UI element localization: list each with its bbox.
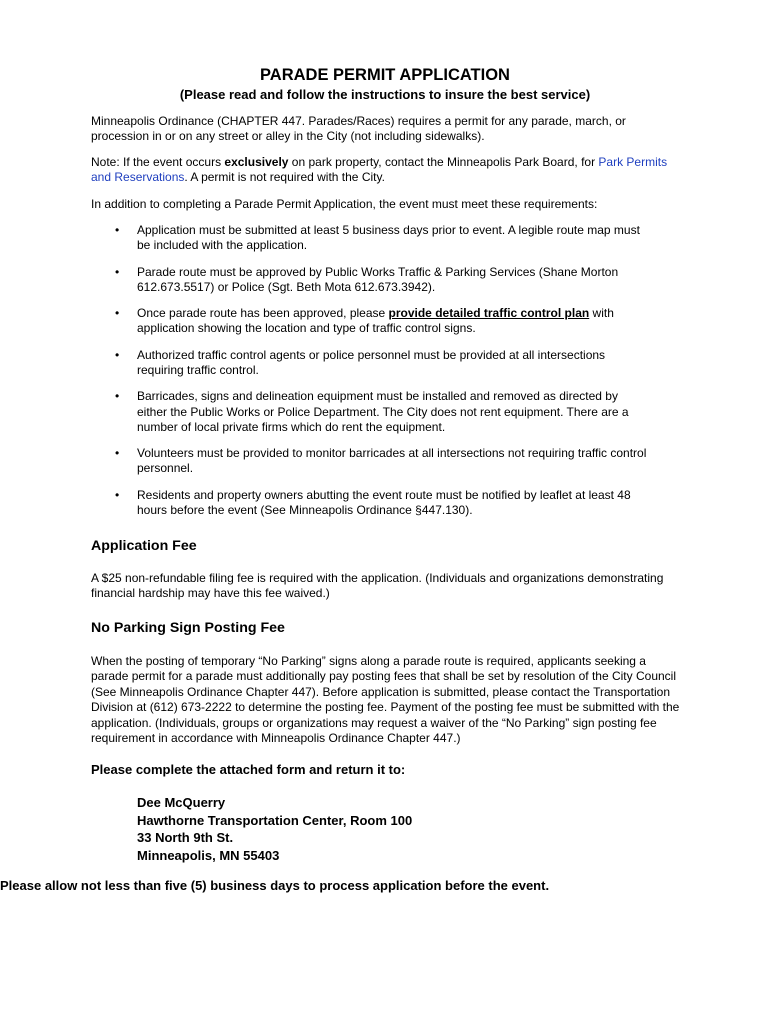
- return-heading: Please complete the attached form and return it to:: [91, 762, 406, 777]
- bullet-icon: •: [115, 347, 120, 362]
- requirement-text: Barricades, signs and delineation equipment must be installed and removed as directed by either the Public Works or Police Department. The City does not rent equipment. There are a number of local private firms which do rent the equipment.: [137, 389, 629, 434]
- note-paragraph: [91, 155, 681, 186]
- requirement-text: Authorized traffic control agents or police personnel must be provided at all intersections requiring traffic control.: [137, 347, 606, 377]
- traffic-plan-suffix: with application showing the location and type of traffic control signs.: [137, 306, 614, 336]
- requirement-text: Application must be submitted at least 5 business days prior to event. A legible route map must be included with the application.: [137, 223, 640, 253]
- list-item: [91, 265, 651, 295]
- bullet-icon: •: [115, 389, 120, 404]
- application-fee-text: A $25 non-refundable filing fee is required with the application. (Individuals and organizations demonstrating financial hardship may have this fee waived.): [91, 571, 664, 601]
- list-item: [91, 446, 651, 476]
- park-permits-link[interactable]: Park Permits and Reservations: [91, 155, 668, 185]
- bullet-icon: •: [115, 223, 120, 237]
- requirements-intro: In addition to completing a Parade Permit Application, the event must meet these requirements:: [91, 197, 598, 211]
- no-parking-heading: No Parking Sign Posting Fee: [91, 620, 285, 636]
- application-fee-heading: Application Fee: [91, 538, 197, 554]
- address-name: Dee McQuerry: [137, 795, 226, 810]
- address-street: 33 North 9th St.: [137, 830, 234, 845]
- list-item: [91, 488, 651, 518]
- final-note: Please allow not less than five (5) business days to process application before the event.: [0, 878, 550, 893]
- requirement-text: Volunteers must be provided to monitor barricades at all intersections not requiring traffic control personnel.: [137, 446, 647, 476]
- note-emphasis: exclusively: [224, 155, 289, 169]
- intro-paragraph: Minneapolis Ordinance (CHAPTER 447. Parades/Races) requires a permit for any parade, march, or procession in or on any street or alley in the City (not including sidewalks).: [91, 114, 626, 144]
- list-item: [91, 389, 651, 435]
- note-suffix: . A permit is not required with the City.: [184, 170, 385, 185]
- list-item: [91, 348, 651, 378]
- no-parking-text: When the posting of temporary “No Parking” signs along a parade route is required, applicants seeking a parade permit for a parade must additionally pay posting fees that shall be set by resolution of the City Council (See Minneapolis Ordinance Chapter 447). Before application is submitted, please contact the Transportation Division at (612) 673-2222 to determine the posting fee. Payment of the posting fee must be submitted with the application. (Individuals, groups or organizations may request a waiver of the “No Parking” sign posting fee requirement in accordance with Minneapolis Ordinance Chapter 447.): [91, 654, 680, 746]
- page-title: PARADE PERMIT APPLICATION: [260, 66, 510, 84]
- bullet-icon: •: [115, 264, 120, 279]
- list-item: [91, 223, 651, 253]
- page-subtitle: (Please read and follow the instructions to insure the best service): [179, 87, 591, 102]
- list-item: [91, 306, 651, 336]
- bullet-icon: •: [115, 487, 120, 502]
- traffic-plan-emphasis: provide detailed traffic control plan: [388, 306, 590, 321]
- requirements-list: [91, 223, 651, 529]
- address-city: Minneapolis, MN 55403: [137, 847, 280, 863]
- note-middle: on park property, contact the Minneapolis Park Board, for: [288, 155, 599, 169]
- requirement-text: Residents and property owners abutting the event route must be notified by leaflet at least 48 hours before the event (See Minneapolis Ordinance §447.130).: [137, 487, 631, 517]
- mailing-address: [137, 794, 412, 864]
- traffic-plan-prefix: Once parade route has been approved, please: [137, 306, 389, 321]
- bullet-icon: •: [115, 306, 120, 321]
- bullet-icon: •: [115, 446, 120, 461]
- address-building: Hawthorne Transportation Center, Room 100: [137, 812, 413, 828]
- note-prefix: Note: If the event occurs: [91, 155, 225, 169]
- requirement-text: Parade route must be approved by Public Works Traffic & Parking Services (Shane Morton 612.673.5517) or Police (Sgt. Beth Mota 612.673.3942).: [137, 264, 619, 294]
